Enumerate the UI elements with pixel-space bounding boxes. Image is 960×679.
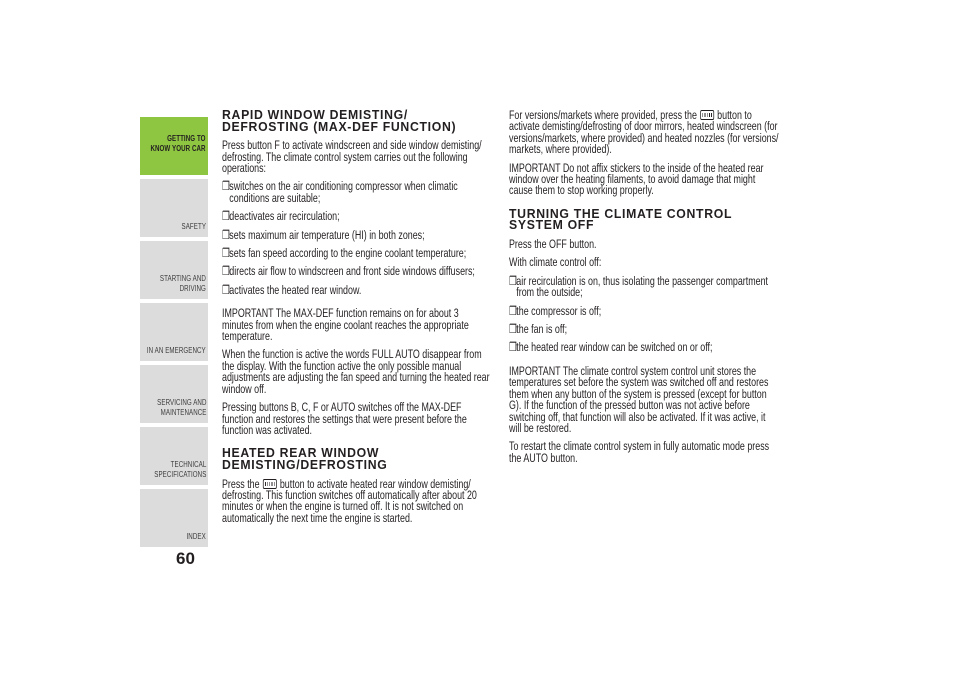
checkbox-bullet-icon: ❒ <box>222 246 230 261</box>
tab-servicing-and-maintenance[interactable] <box>140 365 208 423</box>
paragraph: With climate control off: <box>509 255 602 270</box>
paragraph: Pressing buttons B, C, F or AUTO switches off the MAX-DEF function and restores the settings that were present before the function was activated. <box>222 400 467 437</box>
paragraph: To restart the climate control system in fully automatic mode press the AUTO button. <box>509 439 770 465</box>
heated-window-icon <box>700 110 714 120</box>
left-column <box>222 110 492 531</box>
heated-window-icon <box>263 479 277 489</box>
tab-in-an-emergency[interactable] <box>140 303 208 361</box>
text-run: button to activate demisting/defrosting of door mirrors, heated windscreen (for versions/markets, where provided) and heated nozzles (for versions/ markets, where provided). <box>509 108 779 157</box>
list-item-text: deactivates air recirculation; <box>229 209 340 224</box>
tab-label: TECHNICAL SPECIFICATIONS <box>153 459 206 479</box>
tab-label: SERVICING AND MAINTENANCE <box>156 397 206 417</box>
checkbox-bullet-icon: ❒ <box>509 322 517 337</box>
list-item <box>222 248 492 259</box>
section-heading: TURNING THE CLIMATE CONTROL SYSTEM OFF <box>509 206 732 233</box>
tab-label: STARTING AND DRIVING <box>159 273 206 293</box>
page-number: 60 <box>176 549 195 568</box>
tab-getting-to-know-your-car[interactable] <box>140 117 208 175</box>
paragraph: When the function is active the words FULL AUTO disappear from the display. With the function active the only possible manual adjustments are adjusting the fan speed and turning the heated rear window off. <box>222 347 490 396</box>
paragraph <box>222 476 492 525</box>
tab-technical-specifications[interactable] <box>140 427 208 485</box>
list-item-text: switches on the air conditioning compressor when climatic conditions are suitable; <box>229 179 458 205</box>
tab-label: INDEX <box>186 531 206 541</box>
checkbox-bullet-icon: ❒ <box>509 340 517 355</box>
checkbox-bullet-icon: ❒ <box>222 179 230 194</box>
right-column <box>509 110 779 471</box>
list-item-text: the heated rear window can be switched on or off; <box>516 340 713 355</box>
right-text-2 <box>509 239 779 464</box>
list-item <box>222 227 492 242</box>
list-item <box>222 211 492 222</box>
left-text-2 <box>222 476 492 525</box>
tab-safety[interactable] <box>140 179 208 237</box>
list-item <box>509 273 779 300</box>
section-tabs <box>140 117 208 547</box>
section-heading: HEATED REAR WINDOW DEMISTING/DEFROSTING <box>222 446 388 472</box>
tab-label: GETTING TO KNOW YOUR CAR <box>150 133 206 153</box>
list-item <box>222 282 492 297</box>
list-item-text: sets maximum air temperature (HI) in both zones; <box>229 227 425 242</box>
list-item-text: air recirculation is on, thus isolating the passenger compartment from the outside; <box>516 273 769 300</box>
paragraph: Press button F to activate windscreen and side window demisting/ defrosting. The climate control system carries out the following operations: <box>222 138 482 175</box>
checkbox-bullet-icon: ❒ <box>222 282 230 297</box>
tab-label: IN AN EMERGENCY <box>147 345 206 355</box>
tab-starting-and-driving[interactable] <box>140 241 208 299</box>
list-item-text: sets fan speed according to the engine coolant temperature; <box>229 246 467 261</box>
list-item <box>222 266 492 277</box>
checkbox-bullet-icon: ❒ <box>222 264 230 279</box>
left-text <box>222 140 492 436</box>
checkbox-bullet-icon: ❒ <box>222 227 230 242</box>
checkbox-bullet-icon: ❒ <box>222 209 230 224</box>
list-item <box>222 181 492 204</box>
list-item <box>509 303 779 318</box>
list-item <box>509 342 779 353</box>
checkbox-bullet-icon: ❒ <box>509 303 517 318</box>
text-run: For versions/markets where provided, press the <box>509 108 697 122</box>
list-item-text: activates the heated rear window. <box>229 282 362 297</box>
paragraph: Press the OFF button. <box>509 237 597 252</box>
list-item-text: the fan is off; <box>516 322 568 337</box>
paragraph: IMPORTANT The MAX-DEF function remains on for about 3 minutes from when the engine coolant reaches the appropriate temperature. <box>222 306 469 344</box>
paragraph <box>509 110 779 156</box>
list-item-text: the compressor is off; <box>516 303 602 318</box>
right-text <box>509 110 779 197</box>
checkbox-bullet-icon: ❒ <box>509 273 517 288</box>
text-run: Press the <box>222 476 260 491</box>
tab-label: SAFETY <box>181 221 206 231</box>
text-run: button to activate heated rear window demisting/ defrosting. This function switches off automatically after about 20 minutes or when the engine is turned off. It is not switched on automatically the next time the engine is started. <box>222 476 477 525</box>
paragraph: IMPORTANT Do not affix stickers to the inside of the heated rear window over the heating filaments, to avoid damage that might cause them to stop working properly. <box>509 160 764 198</box>
paragraph: IMPORTANT The climate control system control unit stores the temperatures set before the system was switched off and restores them when any button of the system is pressed (except for button G). If the function of the pressed button was not active before switching off, that function will also be activated. If it was active, it will be restored. <box>509 363 769 435</box>
tab-index[interactable] <box>140 489 208 547</box>
list-item-text: directs air flow to windscreen and front side windows diffusers; <box>229 264 475 279</box>
section-heading: RAPID WINDOW DEMISTING/ DEFROSTING (MAX-DEF FUNCTION) <box>222 108 457 134</box>
list-item <box>509 324 779 335</box>
